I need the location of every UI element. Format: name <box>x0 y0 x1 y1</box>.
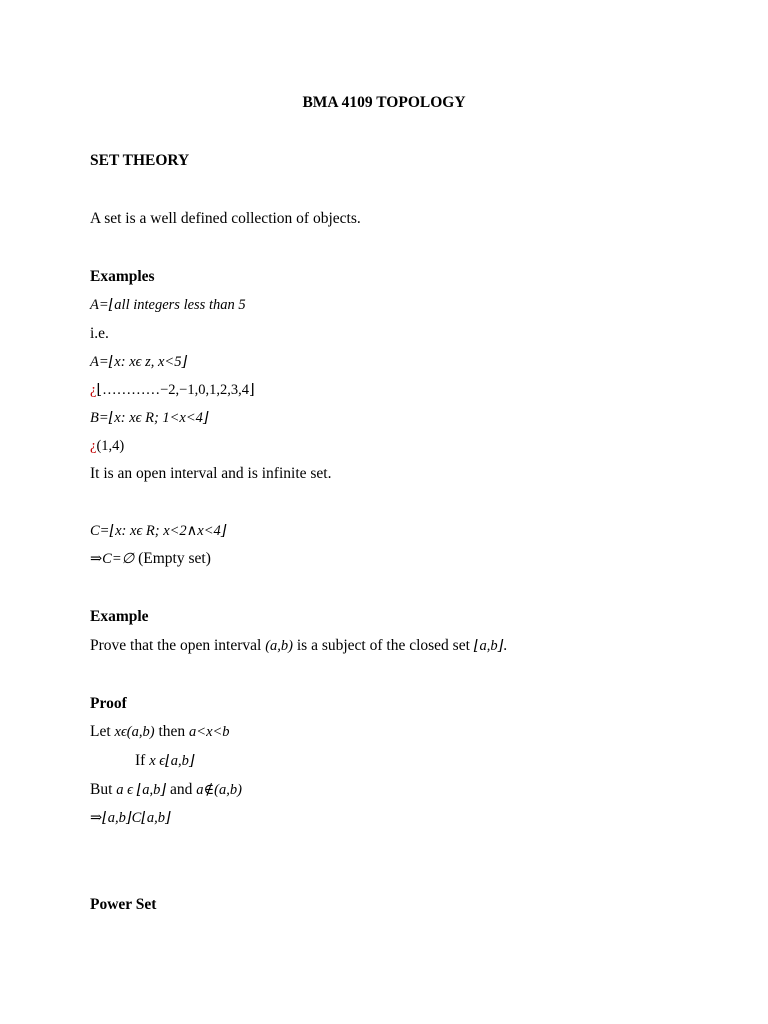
prove-text-3: . <box>503 637 508 654</box>
example-b-prefix: ¿ <box>90 438 97 454</box>
power-set-heading: Power Set <box>90 896 157 913</box>
proof-line-1-math-2: a<x<b <box>189 724 230 740</box>
prove-open-interval: (a,b) <box>265 638 293 654</box>
proof-line-1 <box>90 722 230 742</box>
prove-closed-set: ⌊a,b⌋ <box>473 638 504 654</box>
set-definition: A set is a well defined collection of objects. <box>90 210 361 227</box>
proof-line-4: ⇒⌊a,b⌋C⌊a,b⌋ <box>90 810 171 826</box>
prove-statement <box>90 636 507 656</box>
example-c-result-math: ⇒C=∅ <box>90 551 135 567</box>
proof-line-1-math-1: xϵ(a,b) <box>114 724 155 740</box>
proof-line-2-math: x ϵ⌊a,b⌋ <box>149 753 195 769</box>
proof-line-1-text-1: Let <box>90 723 115 740</box>
example-a-set-builder: A=⌊x: xϵ z, x<5⌋ <box>90 354 188 370</box>
example-c-result <box>90 549 211 569</box>
examples-heading: Examples <box>90 268 155 285</box>
proof-line-3 <box>90 780 242 800</box>
proof-line-3-math-1: a ϵ ⌊a,b⌋ <box>116 782 167 798</box>
proof-heading: Proof <box>90 695 127 712</box>
ie-text: i.e. <box>90 325 109 342</box>
example-b-interval <box>90 436 124 456</box>
example-a-roster <box>90 380 255 400</box>
example-b-interval-value: (1,4) <box>96 438 125 454</box>
proof-line-3-math-2: a∉(a,b) <box>196 782 242 798</box>
example-a-prefix: ¿ <box>90 382 97 398</box>
document-title: BMA 4109 TOPOLOGY <box>302 94 466 111</box>
section-heading: SET THEORY <box>90 152 190 169</box>
example-b-set-builder: B=⌊x: xϵ R; 1<x<4⌋ <box>90 410 209 426</box>
example-heading: Example <box>90 608 149 625</box>
example-a-definition: A=⌊all integers less than 5 <box>90 297 246 313</box>
prove-text-1: Prove that the open interval <box>90 637 266 654</box>
example-c-set-builder: C=⌊x: xϵ R; x<2∧x<4⌋ <box>90 523 227 539</box>
proof-line-3-text-2: and <box>166 781 197 798</box>
prove-text-2: is a subject of the closed set <box>292 637 474 654</box>
proof-line-3-text-1: But <box>90 781 117 798</box>
proof-line-2 <box>135 751 195 771</box>
proof-line-2-text: If <box>135 752 150 769</box>
proof-line-1-text-2: then <box>154 723 190 740</box>
example-b-note: It is an open interval and is infinite set. <box>90 465 332 482</box>
example-c-result-text: (Empty set) <box>134 550 211 567</box>
example-a-roster-values: ⌊…………−2,−1,0,1,2,3,4⌋ <box>96 382 255 398</box>
